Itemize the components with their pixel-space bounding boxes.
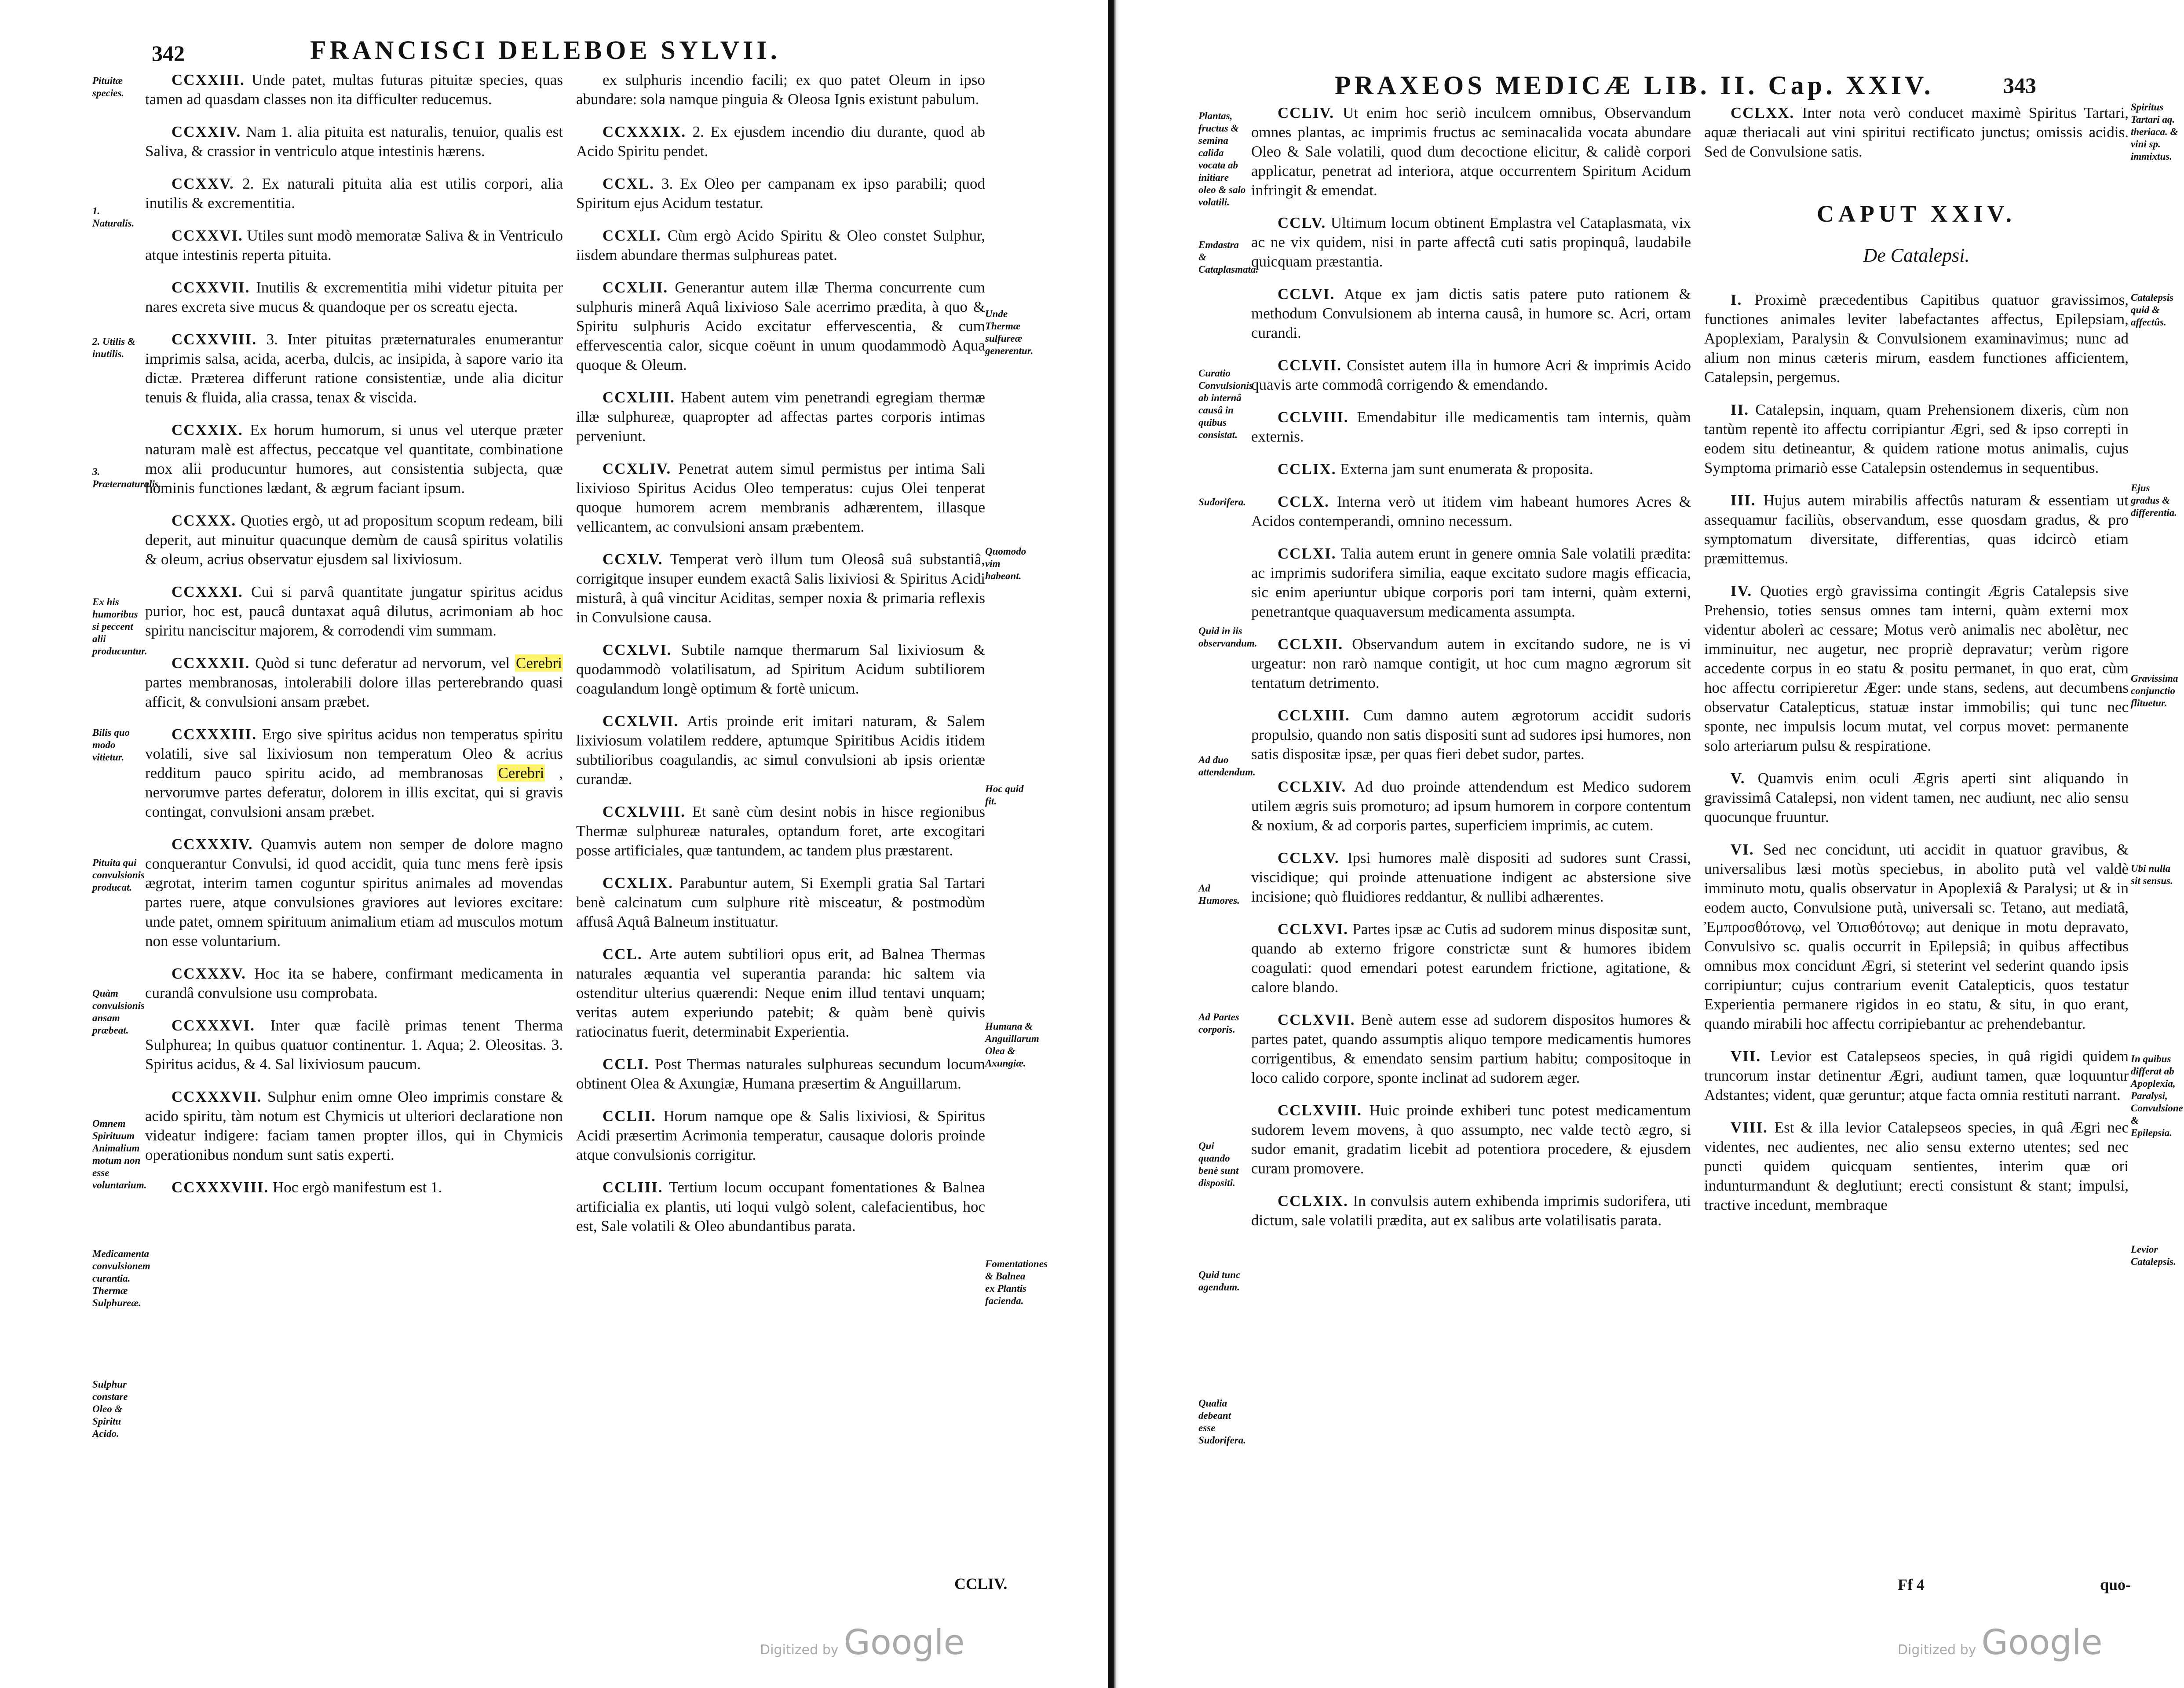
left-column-1 (145, 70, 563, 1601)
margin-note: Ad Partes corporis. (1198, 1012, 1239, 1035)
paragraph-text: Partes ipsæ ac Cutis ad sudorem minus dispositæ sunt, quando ab externo frigore constrictæ sunt & humores ibidem coagulati: quod emendari potest earundem frictione, agitatione, & calore blando. (1251, 921, 1691, 996)
paragraph (576, 122, 985, 161)
paragraph-number: CCLIX. (1278, 460, 1337, 478)
paragraph-number: CCLXVI. (1278, 921, 1348, 938)
paragraph-text: Talia autem erunt in genere omnia Sale volatili prædita: ac imprimis sudorifera similia, eaque excitato sudore magis efficacia, sic enim aperiuntur ubique corporis pori tam interni, quàm externi, penetrantque quaquaversum medicamenta assumpta. (1251, 545, 1691, 620)
margin-note: Qui quando benè sunt dispositi. (1198, 1140, 1239, 1188)
paragraph-text: Quoties ergò gravissima contingit Ægris Catalepsis sive Prehensio, toties sensus omnes tam interni, quàm externi mox videntur abolerì ac cessare; Motus verò animalis nec abolètur, nec imminuitur, nec augetur, nec propriè depravatur; verùm rigore accedente corpus in eo statu & positu permanet, in quo erat, cùm hoc affectu corripieretur Æger: unde stans, sedens, aut decumbens observatur Catalepticus, statuæ instar immobilis; qui tunc nec sponte, nec impulsis locum mutat, vel corpus movet: permanente solo arteriarum pulsu & respiratione. (1704, 582, 2129, 754)
signature-mark: Ff 4 (1898, 1576, 1925, 1593)
paragraph-text: Tertium locum occupant fomentationes & Balnea artificialia ex plantis, uti loqui vulgò solent, calefacientibus, hoc est, Sale volatili & Oleo abundantibus parata. (576, 1179, 985, 1235)
margin-note: Ad duo attendendum. (1198, 754, 1256, 778)
paragraph (576, 388, 985, 446)
paragraph-text: Interna verò ut itidem vim habeant humores Acres & Acidos contemperandi, omnino necessum. (1251, 493, 1691, 530)
margin-note: In quibus differat ab Apoplexia, Paralysi, Convulsione & Epilepsia. (2131, 1053, 2183, 1138)
paragraph (145, 835, 563, 951)
paragraph-text: Emendabitur ille medicamentis tam internis, quàm externis. (1251, 409, 1691, 445)
paragraph-text: 2. Ex naturali pituita alia est utilis corpori, alia inutilis & excrementitia. (145, 175, 563, 212)
margin-note: Gravissima conjunctio flituetur. (2131, 673, 2178, 709)
paragraph (145, 420, 563, 498)
paragraph (1251, 213, 1691, 271)
paragraph (1704, 491, 2129, 568)
catchword-left: CCLIV. (954, 1575, 1008, 1593)
paragraph (1251, 848, 1691, 906)
paragraph-text: Ut enim hoc seriò inculcem omnibus, Observandum omnes plantas, ac imprimis fructus ac seminacalida vocata abundare Oleo & Sale volatili, quod dum decoctione elicitur, & calidè corpori applicatur, penetrat ad interiora, atque occurrentem Spiritum Acidum infringit & emendat. (1251, 104, 1691, 199)
paragraph-number: CCLXIV. (1278, 778, 1347, 795)
paragraph-text: Quamvis autem non semper de dolore magno conquerantur Convulsi, id quod accidit, quia tunc mens ferè ipsis ægrotat, interim tamen coguntur spiritus animales ad movendas partes ruere, atque convulsiones graviores aut leviores excitare: unde patet, omnem spirituum animalium etiam ad musculos motum non esse voluntarium. (145, 836, 563, 950)
chapter-subtitle: De Catalepsi. (1863, 245, 1970, 266)
paragraph-number: CCXXVI. (172, 227, 243, 244)
paragraph-text: Cum damno autem ægrotorum accidit sudoris propulsio, quando non satis dispositi sunt ad sudores ipsi humores, non satis dispositæ ipsæ, per quas fieri debet sudor, partes. (1251, 707, 1691, 763)
paragraph-number: CCXXXVI. (172, 1017, 256, 1034)
right-column-2 (1704, 290, 2129, 1588)
paragraph-number: CCXXXIV. (172, 836, 253, 853)
paragraph-text: Sed nec concidunt, uti accidit in quatuor gravibus, & universalibus læsi motùs speciebus, in abolito putà vel valdè imminuto motu, qualis observatur in Apoplexiâ & Paralysi; ut & in eodem aucto, Convulsione putà, universali sc. Tetano, aut mediatâ, Ἐμπροσθότονῳ, vel Ὀπισθότονῳ; aut denique in motu depravato, Convulsivo sc. qualis occurrit in Epilepsiâ; in quibus affectibus omnibus mox concidunt Ægri, si steterint vel sederint quando ipsis corripiuntur; cujus contrarium evenit Catalepticis, quos testatur Experientia permanere rigidos in eo statu, & situ, in quo erant, quando mirabili hoc affectu corripiebantur ac prehendebantur. (1704, 841, 2129, 1032)
paragraph-text: Nam 1. alia pituita est naturalis, tenuior, qualis est Saliva, & crassior in ventriculo atque intestinis hærens. (145, 123, 563, 160)
paragraph-text: Et sanè cùm desint nobis in hisce regionibus Thermæ sulphureæ naturales, optandum foret, arte excogitari posse artificiales, quæ tantundem, ac tandem plus præstarent. (576, 803, 985, 859)
paragraph-number: CCLXV. (1278, 849, 1340, 866)
paragraph (145, 964, 563, 1003)
margin-note: Catalepsis quid & affectûs. (2131, 292, 2174, 328)
paragraph-text: Utiles sunt modò memoratæ Saliva & in Ventriculo atque intestinis reperta pituita. (145, 227, 563, 263)
margin-note: Qualia debeant esse Sudorifera. (1198, 1398, 1246, 1446)
paragraph (1251, 1101, 1691, 1178)
margin-note: Quid tunc agendum. (1198, 1269, 1241, 1293)
paragraph-number: I. (1731, 291, 1742, 308)
google-watermark-left (760, 1623, 965, 1662)
paragraph-number: CCLIV. (1278, 104, 1335, 121)
paragraph-number: CCXLIV. (603, 460, 672, 477)
paragraph-text: Habent autem vim penetrandi egregiam thermæ illæ sulphureæ, quapropter ad affectas partes corporis intimas perveniunt. (576, 389, 985, 445)
paragraph-text: Ipsi humores malè dispositi ad sudores sunt Crassi, viscidique; qui proinde attenuatione indigent ac abstersione sive incisione; quò fluidiores reddantur, & nullibi adhærentes. (1251, 849, 1691, 905)
paragraph-text: In convulsis autem exhibenda imprimis sudorifera, uti dictum, sale volatili prædita, aut ex salibus arte volatilisatis parata. (1251, 1192, 1691, 1229)
paragraph-number: CCLVI. (1278, 285, 1335, 303)
paragraph-number: CCLV. (1278, 214, 1326, 231)
search-highlight: Cerebri (516, 654, 562, 672)
paragraph-text: Artis proinde erit imitari naturam, & Salem lixiviosum volatilem reddere, aptumque Spiritibus Acidis itidem subtilioribus coagulandis, ac simul convulsioni ab ipsis orientæ curandæ. (576, 712, 985, 788)
left-column-2 (576, 70, 985, 1575)
paragraph-number: CCXXV. (172, 175, 234, 192)
paragraph (1704, 400, 2129, 478)
running-head-right: PRAXEOS MEDICÆ LIB. II. Cap. XXIV. (1335, 71, 1934, 100)
watermark-small-text: Digitized by (760, 1642, 839, 1658)
paragraph-number: CCXL. (603, 175, 654, 192)
paragraph-number: VI. (1731, 841, 1754, 858)
paragraph-number: CCLI. (603, 1056, 650, 1073)
paragraph-number: CCXXXII. (172, 654, 250, 672)
paragraph (576, 802, 985, 860)
paragraph (1251, 285, 1691, 343)
paragraph (1251, 103, 1691, 200)
paragraph-text: Arte autem subtiliori opus erit, ad Balnea Thermas naturales æquantia vel superantia paranda: hic saltem via ostenditur ulterius quærendi: Neque enim illud tentavi unquam; veritas autem experiundo patebit; & quàm benè quivis ratiocinatus fuerit, determinabit Experientia. (576, 946, 985, 1040)
paragraph-number: CCLXIX. (1278, 1192, 1348, 1209)
paragraph (1251, 1010, 1691, 1088)
paragraph-number: CCXLI. (603, 227, 661, 244)
paragraph (576, 459, 985, 537)
paragraph (145, 122, 563, 161)
paragraph (1251, 635, 1691, 693)
paragraph-text: Externa jam sunt enumerata & proposita. (1340, 460, 1593, 478)
paragraph-number: CCXLVIII. (603, 803, 686, 820)
page-number-right: 343 (2003, 73, 2036, 98)
paragraph-number: CCL. (603, 946, 643, 963)
paragraph (1704, 103, 2129, 161)
margin-note: Pituita qui convulsionis producat. (92, 857, 145, 893)
paragraph (1251, 920, 1691, 997)
margin-note: Spiritus Tartari aq. theriaca. & vini sp. immixtus. (2131, 102, 2178, 162)
margin-note: Hoc quid fit. (985, 783, 1024, 807)
paragraph-number: II. (1731, 401, 1749, 418)
paragraph-text: Ergo sive spiritus acidus non temperatus spiritu volatili, sive sal lixiviosum non temperatum Oleo & acrius redditum pauco spiritu acido, ad membranosas (145, 726, 563, 782)
paragraph (576, 278, 985, 375)
paragraph-text: 3. Inter pituitas præternaturales enumerantur imprimis salsa, acida, acerba, dulcis, ac insipida, à sapore vario ita dictæ. Præterea differunt ratione consistentiæ, unde alia dicitur tenuis & fluida, alia crassa, tenax & viscida. (145, 331, 563, 406)
paragraph (576, 174, 985, 213)
margin-note: 1. Naturalis. (92, 205, 135, 229)
paragraph-number: CCXXXVIII. (172, 1179, 269, 1196)
paragraph (145, 511, 563, 569)
paragraph (576, 550, 985, 627)
paragraph-text: Catalepsin, inquam, quam Prehensionem dixeris, cùm non tantùm repentè ito affectu corripiantur Ægri, sed & ipso correpti in eodem situ detineantur, & quidem ratione motus animalis, cujus Symptoma primariò esse Catalepsin ostendemus in sequentibus. (1704, 401, 2129, 476)
margin-note: Curatio Convulsionis ab internâ causâ in quibus consistat. (1198, 368, 1253, 440)
paragraph-text: Penetrat autem simul permistus per intima Sali lixivioso Spiritus Acidus Oleo temperatus: cujus Olei tenperat quoque humorem acrem membranis adhærentem, illasque vellicantem, ac convulsioni ansam præbentem. (576, 460, 985, 535)
margin-note: Pituitæ species. (92, 75, 124, 99)
paragraph (1704, 1047, 2129, 1105)
paragraph-number: CCXXX. (172, 512, 237, 529)
paragraph-text: Levior est Catalepseos species, in quâ rigidi quidem truncorum instar detinentur Ægri, audiunt tamen, quæ loquuntur Adstantes; vident, quæ geruntur; atque facta omnia restituti narrant. (1704, 1048, 2129, 1103)
paragraph-number: III. (1731, 492, 1756, 509)
margin-note: 2. Utilis & inutilis. (92, 336, 135, 359)
paragraph-number: CCLXVIII. (1278, 1102, 1362, 1119)
margin-note: Ad Humores. (1198, 883, 1240, 906)
paragraph-text: Unde patet, multas futuras pituitæ species, quas tamen ad quasdam classes non ita difficulter reducemus. (145, 71, 563, 108)
paragraph-number: CCLVIII. (1278, 409, 1349, 426)
paragraph-number: CCLXI. (1278, 545, 1337, 562)
margin-note: Humana & Anguillarum Olea & Axungiæ. (985, 1021, 1039, 1069)
paragraph (145, 226, 563, 265)
paragraph-text: Ad duo proinde attendendum est Medico sudorem utilem ægris suis promoturo; ad ipsum humorem in corpore contentum & noxium, & ad corporis partes, superficiem imprimis, ac cutem. (1251, 778, 1691, 834)
paragraph-number: CCXXIII. (172, 71, 245, 88)
paragraph-text: partes membranosas, intolerabili dolore illas perterebrando quasi afficit, & convulsioni ansam præbet. (145, 674, 563, 710)
paragraph-number: CCXXXIX. (603, 123, 687, 140)
paragraph (576, 873, 985, 932)
watermark-logo-text: Google (1981, 1623, 2103, 1662)
paragraph-text: Ex horum humorum, si unus vel uterque præter naturam malè est affectus, peccatque vel quantitate, combinatione mox alii producuntur humores, aut consistentia subjecta, quæ hominis functiones lædant, & ægrum faciant ipsum. (145, 421, 563, 497)
paragraph (1704, 581, 2129, 756)
paragraph-text: 2. Ex ejusdem incendio diu durante, quod ab Acido Spiritu pendet. (576, 123, 985, 160)
paragraph (145, 330, 563, 407)
margin-note: Unde Thermæ sulfureæ generentur. (985, 308, 1034, 356)
paragraph (1251, 408, 1691, 446)
margin-note: Sudorifera. (1198, 497, 1246, 508)
paragraph-text: Proximè præcedentibus Capitibus quatuor gravissimos, functiones animales leviter labefactantes affectus, Epilepsiam, Apoplexiam, Paralysin & Convulsionem examinavimus; nunc ad alium non minus cæteris mirum, easdem functiones afficientem, Catalepsin, pergemus. (1704, 291, 2129, 386)
catchword-right: quo- (2100, 1576, 2131, 1593)
page-gutter (1108, 0, 1119, 1688)
paragraph (145, 1016, 563, 1074)
paragraph-text: Hoc ergò manifestum est 1. (273, 1179, 442, 1196)
paragraph-number: CCLXX. (1731, 104, 1795, 121)
paragraph (576, 945, 985, 1041)
paragraph-text: Hoc ita se habere, confirmant medicamenta in curandâ convulsione usu comprobata. (145, 965, 563, 1001)
paragraph-text: Hujus autem mirabilis affectûs naturam & essentiam ut assequamur faciliùs, observandum, esse quosdam gradus, & pro symptomatum diversitate, differentias, quas idcircò etiam præmittemus. (1704, 492, 2129, 567)
paragraph (1251, 1191, 1691, 1230)
paragraph-number: CCXXXIII. (172, 726, 257, 743)
paragraph (145, 1178, 563, 1197)
paragraph-number: CCXXXV. (172, 965, 246, 982)
paragraph-number: CCLVII. (1278, 357, 1342, 374)
chapter-title: CAPUT XXIV. (1816, 201, 2016, 227)
watermark-logo-text: Google (844, 1623, 965, 1662)
paragraph-number: CCLXIII. (1278, 707, 1350, 724)
paragraph-number: CCXXVIII. (172, 331, 257, 348)
paragraph-number: VII. (1731, 1048, 1761, 1065)
paragraph-text: Generantur autem illæ Therma concurrente cum sulphuris minerâ Aquâ lixivioso Sale acerrimo prædita, à quo & Spiritu sulphuris Acido excitatur effervescentia, & cum effervescentia calor, sicque coëunt in unum quodammodò Aqua quoque & Oleum. (576, 279, 985, 373)
margin-note: Quomodo vim habeant. (985, 546, 1026, 581)
paragraph-text: Cùm ergò Acido Spiritu & Oleo constet Sulphur, iisdem abundare thermas sulphureas patet. (576, 227, 985, 263)
paragraph-text: 3. Ex Oleo per campanam ex ipso parabili; quod Spiritum ejus Acidum testatur. (576, 175, 985, 212)
paragraph (145, 654, 563, 712)
paragraph (145, 582, 563, 640)
paragraph-number: CCXLV. (603, 551, 663, 568)
paragraph (145, 70, 563, 109)
paragraph-number: CCXLIX. (603, 874, 673, 891)
margin-note: Ubi nulla sit sensus. (2131, 863, 2173, 886)
paragraph-number: CCLII. (603, 1107, 656, 1125)
margin-note: Ex his humoribus si peccent alii producuntur. (92, 596, 147, 657)
right-page (1119, 0, 2184, 1688)
margin-note: Bilis quo modo vitietur. (92, 727, 130, 763)
paragraph-text: Subtile namque thermarum Sal lixiviosum & quodammodò volatilisatum, ad Spiritum Acidum subtiliorem coagulandum longè optimum & fortè unicum. (576, 641, 985, 697)
paragraph-text: Inutilis & excrementitia mihi videtur pituita per nares excreta sive mucus & quandoque per os screatu ejecta. (145, 279, 563, 315)
paragraph (1704, 840, 2129, 1034)
paragraph-number: CCXLIII. (603, 389, 675, 406)
paragraph-number: CCXLVII. (603, 712, 679, 730)
margin-note: Levior Catalepsis. (2131, 1244, 2176, 1267)
paragraph (145, 1087, 563, 1165)
paragraph (576, 226, 985, 265)
paragraph-number: CCLXII. (1278, 636, 1344, 653)
margin-note: Plantas, fructus & semina calida vocata ab initiare oleo & salo volatili. (1198, 110, 1246, 208)
paragraph-number: CCLXVII. (1278, 1011, 1355, 1028)
margin-note: Fomentationes & Balnea ex Plantis facienda. (985, 1258, 1048, 1306)
paragraph (145, 174, 563, 213)
paragraph-number: CCLIII. (603, 1179, 663, 1196)
paragraph (1251, 706, 1691, 764)
margin-note: 3. Præternaturalis. (92, 466, 161, 490)
search-highlight: Cerebri (498, 764, 544, 782)
paragraph-text: ex sulphuris incendio facili; ex quo patet Oleum in ipso abundare: sola namque pinguia & Oleosa Ignis existunt pabulum. (576, 71, 985, 108)
running-head-left: FRANCISCI DELEBOE SYLVII. (310, 36, 781, 65)
paragraph-text: Sulphur enim omne Oleo imprimis constare & acido spiritu, tàm notum est Chymicis ut ulteriori declaratione non videatur indigere: faciam tamen propter illos, qui in Chymicis operationibus nondum sunt satis experti. (145, 1088, 563, 1163)
paragraph-text: , nervorumve partes deferatur, dolorem in illis excitat, qui si gravis contingat, convulsioni ansam præbet. (145, 764, 563, 820)
paragraph-text: Quòd si tunc deferatur ad nervorum, vel (255, 654, 510, 672)
paragraph-text: Atque ex jam dictis satis patere puto rationem & methodum Convulsionem ab interna causâ, in humore sc. Acri, ortam curandi. (1251, 285, 1691, 341)
paragraph (1251, 544, 1691, 621)
paragraph-number: V. (1731, 770, 1746, 787)
paragraph-text: Est & illa levior Catalepseos species, in quâ Ægri nec videntes, nec audientes, nec alio sensu externo utentes; sed nec puncti quidem quicquam sentientes, interim quæ ori indunturmandunt & deglutiunt; erecti consistunt & stant; impulsi, tractive incedunt, membraque (1704, 1119, 2129, 1213)
paragraph-text: Ultimum locum obtinent Emplastra vel Cataplasmata, vix ac ne vix quidem, nisi in parte affectâ cuti satis propinquâ, laudabile quicquam præstantia. (1251, 214, 1691, 270)
paragraph (1251, 356, 1691, 395)
watermark-small-text: Digitized by (1898, 1642, 1976, 1658)
paragraph-number: IV. (1731, 582, 1753, 599)
paragraph-text: Quoties ergò, ut ad propositum scopum redeam, bili deperit, aut minuitur quacunque demùm de causâ spiritus volatilis & oleum, acrius observatur ejusdem sal lixiviosum. (145, 512, 563, 568)
page-number-left: 342 (152, 41, 185, 66)
paragraph-number: CCXXIX. (172, 421, 243, 438)
paragraph (1251, 460, 1691, 479)
paragraph (1704, 290, 2129, 387)
paragraph-text: Parabuntur autem, Si Exempli gratia Sal Tartari benè calcinatum cum sulphure ritè misceatur, & postmodùm affusâ Aquâ Balneum instituatur. (576, 874, 985, 930)
paragraph (576, 640, 985, 698)
paragraph (1251, 492, 1691, 531)
paragraph-text: Inter nota verò conducet maximè Spiritus Tartari, aquæ theriacali aut vini spiritui rectificato junctus; omissis acidis. Sed de Convulsione satis. (1704, 104, 2129, 160)
paragraph (1704, 769, 2129, 827)
paragraph-number: CCXXVII. (172, 279, 250, 296)
paragraph-number: CCXXXI. (172, 583, 243, 600)
paragraph (1251, 777, 1691, 835)
paragraph-number: CCXLVI. (603, 641, 672, 658)
paragraph (576, 712, 985, 789)
margin-note: Emdastra & Cataplasmata. (1198, 239, 1259, 275)
right-column-2-intro (1704, 103, 2129, 191)
margin-note: Quàm convulsionis ansam præbeat. (92, 988, 145, 1036)
paragraph-text: Consistet autem illa in humore Acri & imprimis Acido quavis arte commodâ corrigendo & emendando. (1251, 357, 1691, 393)
margin-note: Sulphur constare Oleo & Spiritu Acido. (92, 1379, 128, 1439)
paragraph (145, 725, 563, 822)
paragraph (576, 1107, 985, 1165)
margin-note: Ejus gradus & differentia. (2131, 482, 2177, 518)
right-column-1 (1251, 103, 1691, 1608)
margin-note: Medicamenta convulsionem curantia. Thermæ Sulphureæ. (92, 1248, 150, 1308)
paragraph (576, 1055, 985, 1093)
paragraph (576, 1178, 985, 1236)
paragraph-text: Inter quæ facilè primas tenent Therma Sulphurea; In quibus quatuor continentur. 1. Aqua; 2. Oleositas. 3. Spiritus acidus, & 4. Sal lixiviosum paucum. (145, 1017, 563, 1073)
paragraph-number: CCLX. (1278, 493, 1329, 510)
paragraph-text: Huic proinde exhiberi tunc potest medicamentum sudorem levem movens, à quo assumpto, nec valde tectò ægro, si sudor emanit, gradatim licebit ad potentiora procedere, & ejusdem curam promovere. (1251, 1102, 1691, 1177)
paragraph-number: CCXXXVII. (172, 1088, 262, 1105)
paragraph-number: CCXXIV. (172, 123, 241, 140)
google-watermark-right (1898, 1623, 2103, 1662)
paragraph-number: CCXLII. (603, 279, 668, 296)
paragraph-text: Benè autem esse ad sudorem dispositos humores & partes patet, quando assumptis aliquo tempore medicamentis humores corrigentibus, & emendato sensim partium habitu; compositoque in loco calido corpore, sponte inclinat ad sudorem æger. (1251, 1011, 1691, 1086)
paragraph-number: VIII. (1731, 1119, 1768, 1136)
margin-note: Quid in iis observandum. (1198, 625, 1257, 649)
paragraph-text: Horum namque ope & Salis lixiviosi, & Spiritus Acidi præsertim Acrimonia temperatur, causaque doloris proinde atque convulsionis corrigitur. (576, 1107, 985, 1163)
paragraph (1704, 1118, 2129, 1215)
paragraph-text: Post Thermas naturales sulphureas secundum locum obtinent Olea & Axungiæ, Humana præsertim & Anguillarum. (576, 1056, 985, 1092)
paragraph-text: Quamvis enim oculi Ægris aperti sint aliquando in gravissimâ Catalepsi, non vident tamen, nec audiunt, nec alio sensu quocunque fruuntur. (1704, 770, 2129, 826)
paragraph-text: Temperat verò illum tum Oleosâ suâ substantiâ, corrigitque insuper eundem exactâ Salis lixiviosi & Spiritus Acidi misturâ, à quâ vincitur Aciditas, semper noxia & primaria reflexis in Convulsione causa. (576, 551, 985, 626)
paragraph-text: Observandum autem in excitando sudore, ne is vi urgeatur: non rarò namque contigit, ut hoc cum magno ægrorum sit tentatum detrimento. (1251, 636, 1691, 691)
paragraph-text: Cui si parvâ quantitate jungatur spiritus acidus purior, hoc est, paucâ duntaxat aquâ dilutus, acrimoniam ab hoc spiritu nanciscitur majorem, & corrodendi vim summam. (145, 583, 563, 639)
paragraph (145, 278, 563, 317)
paragraph (576, 70, 985, 109)
margin-note: Omnem Spirituum Animalium motum non esse voluntarium. (92, 1118, 147, 1191)
